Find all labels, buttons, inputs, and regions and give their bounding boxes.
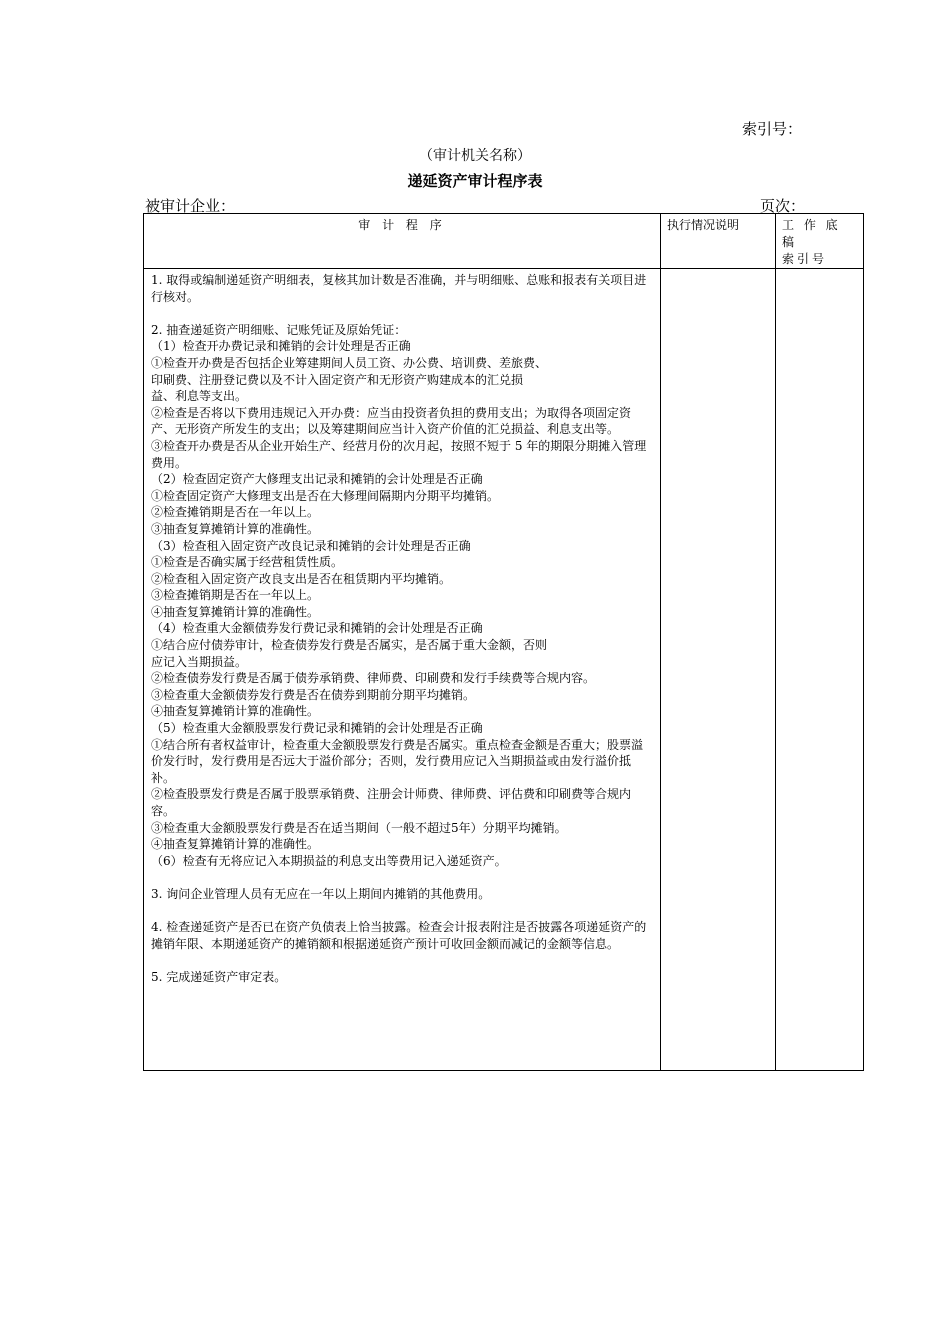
procedure-line: （2）检查固定资产大修理支出记录和摊销的会计处理是否正确 bbox=[151, 472, 483, 487]
procedure-line: （3）检查租入固定资产改良记录和摊销的会计处理是否正确 bbox=[151, 538, 471, 553]
procedure-line: ②检查债券发行费是否属于债券承销费、律师费、印刷费和发行手续费等合规内容。 bbox=[151, 671, 596, 686]
execution-notes-cell[interactable] bbox=[661, 269, 776, 1071]
procedure-line: ①结合所有者权益审计，检查重大金额股票发行费是否属实。重点检查金额是否重大；股票溢价发行时，发行费用是否远大于溢价部分；否则，发行费用应记入当期损益或由发行溢价抵补。 bbox=[151, 737, 644, 785]
procedure-line: ①检查固定资产大修理支出是否在大修理间隔期内分期平均摊销。 bbox=[151, 488, 500, 503]
procedure-line: ①检查开办费是否包括企业筹建期间人员工资、办公费、培训费、差旅费、 bbox=[151, 355, 548, 370]
procedure-line: ③检查开办费是否从企业开始生产、经营月份的次月起，按照不短于 5 年的期限分期摊入管理费用。 bbox=[151, 438, 647, 470]
procedure-line: （1）检查开办费记录和摊销的会计处理是否正确 bbox=[151, 339, 411, 354]
procedure-line: ③检查摊销期是否在一年以上。 bbox=[151, 588, 320, 603]
blank-line bbox=[151, 869, 653, 886]
table-row bbox=[144, 269, 864, 1071]
procedure-line: ③检查重大金额股票发行费是否在适当期间（一般不超过5年）分期平均摊销。 bbox=[151, 820, 567, 835]
procedure-line: ④抽查复算摊销计算的准确性。 bbox=[151, 604, 320, 619]
procedure-line: ④抽查复算摊销计算的准确性。 bbox=[151, 837, 320, 852]
procedure-cell bbox=[144, 269, 661, 1071]
workpaper-index-cell[interactable] bbox=[776, 269, 864, 1071]
column-header-procedure: 审 计 程 序 bbox=[144, 214, 661, 269]
procedure-line: （4）检查重大金额债券发行费记录和摊销的会计处理是否正确 bbox=[151, 621, 483, 636]
procedure-line: ②检查摊销期是否在一年以上。 bbox=[151, 505, 320, 520]
procedure-line: 益、利息等支出。 bbox=[151, 389, 248, 404]
procedure-line: 印刷费、注册登记费以及不计入固定资产和无形资产购建成本的汇兑损 bbox=[151, 372, 524, 387]
procedure-line: 3. 询问企业管理人员有无应在一年以上期间内摊销的其他费用。 bbox=[151, 886, 491, 901]
blank-line bbox=[151, 952, 653, 969]
audit-procedure-table bbox=[143, 213, 864, 1071]
page-number-label: 页次： bbox=[760, 197, 806, 215]
procedure-line: ①检查是否确实属于经营租赁性质。 bbox=[151, 555, 344, 570]
blank-line bbox=[151, 305, 653, 322]
procedure-line: ④抽查复算摊销计算的准确性。 bbox=[151, 704, 320, 719]
procedure-line: ③抽查复算摊销计算的准确性。 bbox=[151, 521, 320, 536]
procedure-line: 1. 取得或编制递延资产明细表，复核其加计数是否准确，并与明细账、总账和报表有关项目进行核对。 bbox=[151, 273, 647, 304]
blank-line bbox=[151, 903, 653, 920]
column-header-execution: 执行情况说明 bbox=[661, 214, 776, 269]
page-title: 递延资产审计程序表 bbox=[407, 172, 543, 190]
audited-entity-label: 被审计企业： bbox=[145, 197, 236, 215]
procedure-line: ②检查股票发行费是否属于股票承销费、注册会计师费、律师费、评估费和印刷费等合规内容。 bbox=[151, 787, 632, 818]
procedure-line: 2. 抽查递延资产明细账、记账凭证及原始凭证： bbox=[151, 322, 407, 337]
table-header-row bbox=[144, 214, 864, 269]
procedure-line: 应记入当期损益。 bbox=[151, 654, 248, 669]
audit-org-name: （审计机关名称） bbox=[419, 148, 531, 164]
procedure-line: 4. 检查递延资产是否已在资产负债表上恰当披露。检查会计报表附注是否披露各项递延资产的摊销年限、本期递延资产的摊销额和根据递延资产预计可收回金额而减记的金额等信息。 bbox=[151, 920, 647, 951]
procedure-line: （6）检查有无将应记入本期损益的利息支出等费用记入递延资产。 bbox=[151, 853, 507, 868]
procedure-line: ③检查重大金额债券发行费是否在债券到期前分期平均摊销。 bbox=[151, 687, 476, 702]
procedure-line: 5. 完成递延资产审定表。 bbox=[151, 969, 287, 984]
procedure-line: ②检查是否将以下费用违规记入开办费：应当由投资者负担的费用支出；为取得各项固定资产、无形资产所发生的支出；以及筹建期间应当计入资产价值的汇兑损益、利息支出等。 bbox=[151, 405, 632, 437]
procedure-line: （5）检查重大金额股票发行费记录和摊销的会计处理是否正确 bbox=[151, 721, 483, 736]
procedure-line: ②检查租入固定资产改良支出是否在租赁期内平均摊销。 bbox=[151, 571, 452, 586]
column-header-workpaper-index: 工 作 底 稿 索引号 bbox=[776, 214, 864, 269]
procedure-line: ①结合应付债券审计，检查债券发行费是否属实，是否属于重大金额，否则 bbox=[151, 638, 548, 653]
index-number-label: 索引号： bbox=[742, 120, 803, 138]
